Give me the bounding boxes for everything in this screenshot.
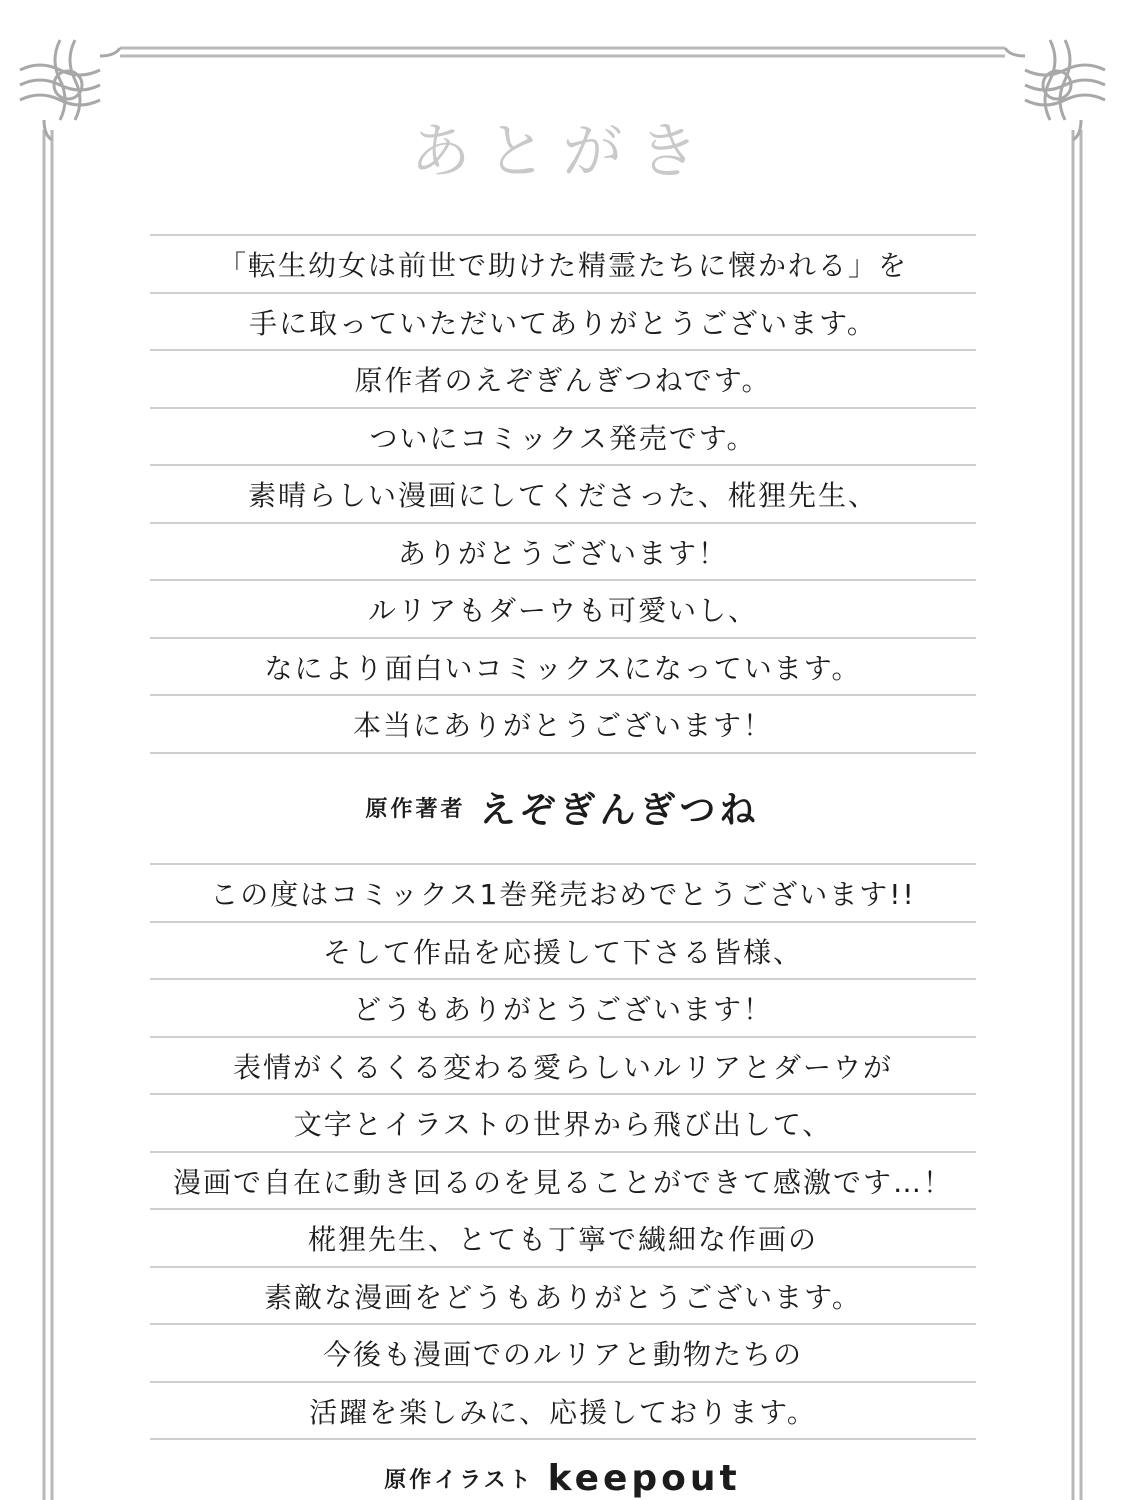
ruled-line <box>150 978 976 980</box>
message-line: 表情がくるくる変わる愛らしいルリアとダーウが <box>232 1050 893 1084</box>
message-line: 漫画で自在に動き回るのを見ることができて感激です…！ <box>172 1165 953 1199</box>
message-line: 原作者のえぞぎんぎつねです。 <box>354 364 772 397</box>
ruled-line <box>150 349 976 351</box>
message-line: 文字とイラストの世界から飛び出して、 <box>293 1108 833 1141</box>
message-line: 椛狸先生、とても丁寧で繊細な作画の <box>307 1223 818 1256</box>
illustrator-signature <box>0 1458 1125 1499</box>
ruled-line <box>150 1208 976 1210</box>
author-role: 原作著者 <box>365 797 466 822</box>
message-line: なにより面白いコミックスになっています。 <box>264 651 862 685</box>
ruled-line <box>150 522 976 524</box>
illustrator-role: 原作イラスト <box>384 1468 534 1493</box>
ruled-line <box>150 1438 976 1440</box>
ruled-line <box>150 1381 976 1383</box>
ruled-line <box>150 579 976 581</box>
message-line: 活躍を楽しみに、応援しております。 <box>309 1395 817 1429</box>
message-line: 素敵な漫画をどうもありがとうございます。 <box>264 1280 862 1314</box>
ruled-line <box>150 234 976 236</box>
ruled-line <box>150 637 976 639</box>
author-name: えぞぎんぎつね <box>479 790 760 831</box>
message-line: 本当にありがとうございます！ <box>352 709 773 742</box>
message-line: この度はコミックス1巻発売おめでとうございます!! <box>210 878 916 911</box>
page-title: あとがき <box>410 117 715 187</box>
message-line: 「転生幼女は前世で助けた精霊たちに懐かれる」を <box>217 249 908 282</box>
ruled-line <box>150 407 976 409</box>
ruled-line <box>150 1323 976 1325</box>
ruled-line <box>150 752 976 754</box>
message-line: そして作品を応援して下さる皆様、 <box>322 935 803 969</box>
message-line: ルリアもダーウも可愛いし、 <box>367 594 758 627</box>
message-line: ついにコミックス発売です。 <box>369 421 757 455</box>
ruled-line <box>150 1266 976 1268</box>
message-line: ありがとうございます！ <box>397 536 728 570</box>
message-line: 手に取っていただいてありがとうございます。 <box>249 306 877 340</box>
ruled-line <box>150 1093 976 1095</box>
ruled-line <box>150 921 976 923</box>
ruled-line <box>150 464 976 466</box>
illustrator-name: keepout <box>547 1458 741 1499</box>
message-line: 素晴らしい漫画にしてくださった、椛狸先生、 <box>247 479 878 512</box>
ruled-line <box>150 1036 976 1038</box>
author-signature <box>0 782 1125 833</box>
ruled-line <box>150 292 976 294</box>
ruled-line <box>150 694 976 696</box>
ruled-line <box>150 1151 976 1153</box>
message-line: どうもありがとうございます！ <box>352 993 773 1026</box>
message-line: 今後も漫画でのルリアと動物たちの <box>322 1338 803 1371</box>
ruled-line <box>150 863 976 865</box>
